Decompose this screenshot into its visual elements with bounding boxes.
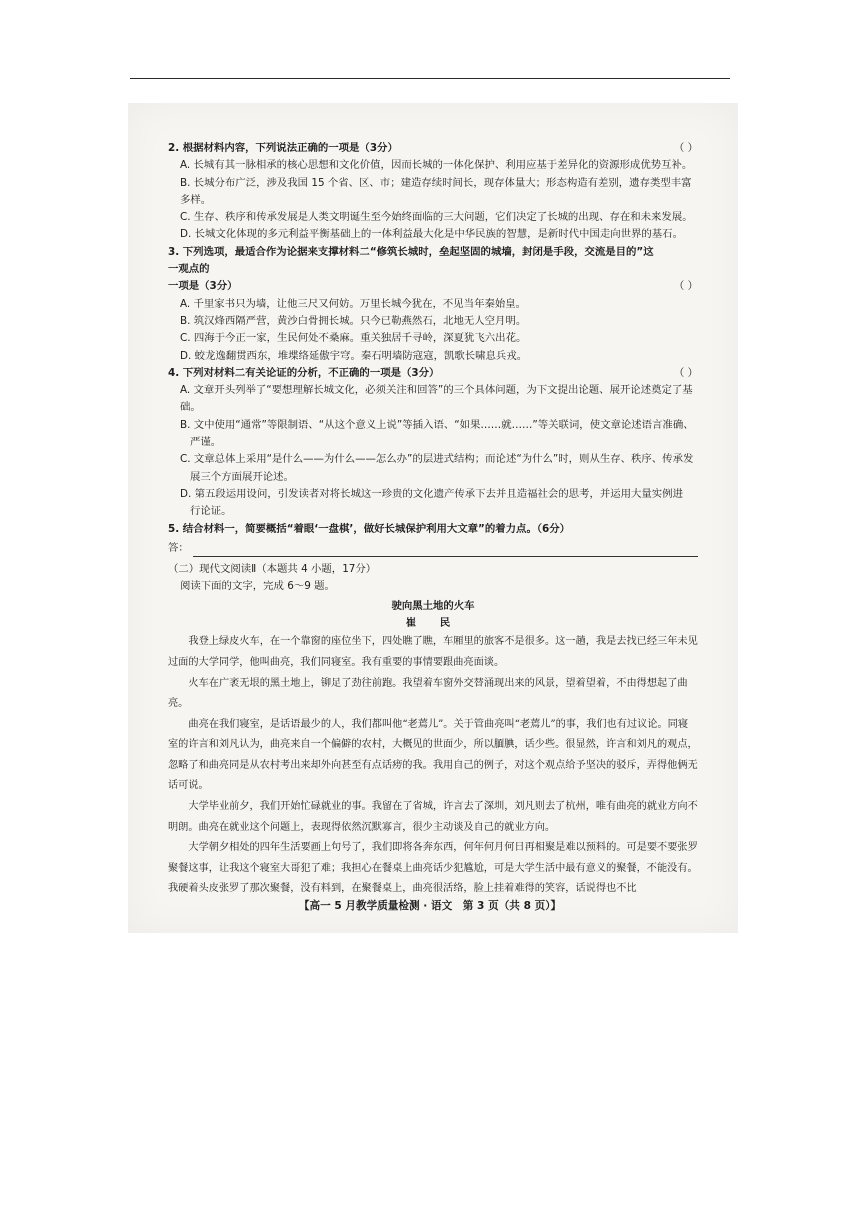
article-paragraph: 火车在广袤无垠的黑土地上，铆足了劲往前跑。我望着车窗外交替涌现出来的风景，望着望着，不由得想起了曲亮。 — [168, 677, 688, 710]
article-paragraph: 大学毕业前夕，我们开始忙碌就业的事。我留在了省城，许言去了深圳，刘凡则去了杭州，唯有曲亮的就业方向不明朗。曲亮在就业这个问题上，表现得依然沉默寡言，很少主动谈及自己的就业方向。 — [168, 801, 698, 833]
option-b: B. 长城分布广泛，涉及我国 15 个省、区、市；建造存续时间长，现存体量大；形态构造有差别，遗存类型丰富多样。 — [180, 176, 692, 206]
option-d: D. 第五段运用设问，引发读者对将长城这一珍贵的文化遗产传承下去并且造福社会的思考，并运用大量实例进 — [180, 487, 683, 500]
answer-bracket: （ ） — [673, 366, 698, 379]
option-c-continued: 展三个方面展开论述。 — [190, 470, 294, 483]
answer-bracket: （ ） — [673, 280, 698, 293]
answer-bracket: （ ） — [673, 142, 698, 154]
exam-content — [168, 140, 698, 900]
option-b-continued: 严谨。 — [190, 436, 222, 449]
option-d-continued: 行论证。 — [190, 505, 232, 518]
article-paragraph: 曲亮在我们寝室，是话语最少的人，我们都叫他“老蔫儿”。关于管曲亮叫“老蔫儿”的事，我们也有过议论。同寝室的许言和刘凡认为，曲亮来自一个偏僻的农村，大概见的世面少，所以腼腆，话少些。很显然，许言和刘凡的观点，忽略了和曲亮同是从农村考出来却外向甚至有点话痨的我。我用自己的例子，对这个观点给予坚决的驳斥，弄得他俩无话可说。 — [168, 718, 698, 792]
option-d: D. 蛟龙逸翻贯西东，堆堞络延傲宇穹。秦石明墙防寇寇，凯歌长啸息兵戎。 — [180, 349, 528, 362]
question-stem: 5. 结合材料一，简要概括“着眼‘一盘棋’，做好长城保护利用大文章”的着力点。（6分） — [168, 522, 571, 535]
option-d: D. 长城文化体现的多元利益平衡基础上的一体利益最大化是中华民族的智慧，是新时代中国走向世界的基石。 — [180, 228, 683, 241]
article-paragraph: 我登上绿皮火车，在一个靠窗的座位坐下，四处瞧了瞧，车厢里的旅客不是很多。这一趟，我是去找已经三年未见过面的大学同学，他叫曲亮，我们同寝室。我有重要的事情要跟曲亮面谈。 — [168, 636, 698, 668]
article-paragraph: 大学朝夕相处的四年生活要画上句号了，我们即将各奔东西，何年何月何日再相聚是难以预料的。可是要不要张罗聚餐这事，让我这个寝室大哥犯了难；我担心在餐桌上曲亮话少犯尴尬，可是大学生活中最有意义的聚餐，不能没有。我硬着头皮张罗了那次聚餐，没有料到，在聚餐桌上，曲亮很活络，脸上挂着难得的笑容，话说得也不比 — [168, 842, 698, 895]
option-c: C. 文章总体上采用“是什么——为什么——怎么办”的层进式结构；而论述“为什么”时，则从生存、秩序、传承发 — [180, 453, 694, 466]
section-heading: （二）现代文阅读Ⅱ（本题共 4 小题，17分） — [168, 563, 377, 576]
question-stem-continued: 一项是（3分） （ ） — [168, 278, 698, 295]
option-a: A. 文章开头列举了“要想理解长城文化，必须关注和回答”的三个具体问题，为下文提出论题、展开论述奠定了基础。 — [180, 384, 693, 414]
question-2 — [168, 140, 698, 244]
option-b: B. 文中使用“通常”等限制语、“从这个意义上说”等插入语、“如果……就……”等关联词，使文章论述语言准确、 — [180, 418, 694, 431]
question-stem: 3. 下列选项，最适合作为论据来支撑材料二“修筑长城时，垒起坚固的城墙，封闭是手段，交流是目的”这一观点的 — [168, 245, 654, 276]
article-author: 崔 民 — [405, 617, 461, 630]
article-title: 驶向黑土地的火车 — [391, 599, 475, 612]
section-instruction: 阅读下面的文字，完成 6～9 题。 — [180, 580, 335, 593]
question-5 — [168, 521, 698, 558]
option-a: A. 千里家书只为墙，让他三尺又何妨。万里长城今犹在，不见当年秦始皇。 — [180, 297, 527, 310]
question-stem: 4. 下列对材料二有关论证的分析，不正确的一项是（3分） （ ） — [168, 365, 698, 382]
option-b: B. 筑汉烽西隔严营，黄沙白骨拥长城。只今已勒燕然石，北地无人空月明。 — [180, 314, 527, 327]
question-4 — [168, 365, 698, 521]
question-3 — [168, 244, 698, 365]
page-footer: 【高一 5 月教学质量检测 · 语文 第 3 页（共 8 页）】 — [298, 900, 562, 912]
answer-label: 答： — [168, 541, 189, 554]
answer-line[interactable] — [193, 544, 698, 557]
top-rule — [130, 78, 730, 79]
option-c: C. 生存、秩序和传承发展是人类文明诞生至今始终面临的三大问题，它们决定了长城的出现、存在和未来发展。 — [180, 211, 693, 224]
option-c: C. 四海于今正一家，生民何处不桑麻。重关独居千寻岭，深夏犹飞六出花。 — [180, 332, 527, 345]
option-a: A. 长城有其一脉相承的核心思想和文化价值，因而长城的一体化保护、利用应基于差异化的资源形成优势互补。 — [180, 159, 693, 172]
answer-row — [168, 540, 698, 557]
question-stem: 2. 根据材料内容，下列说法正确的一项是（3分） （ ） — [168, 140, 698, 157]
